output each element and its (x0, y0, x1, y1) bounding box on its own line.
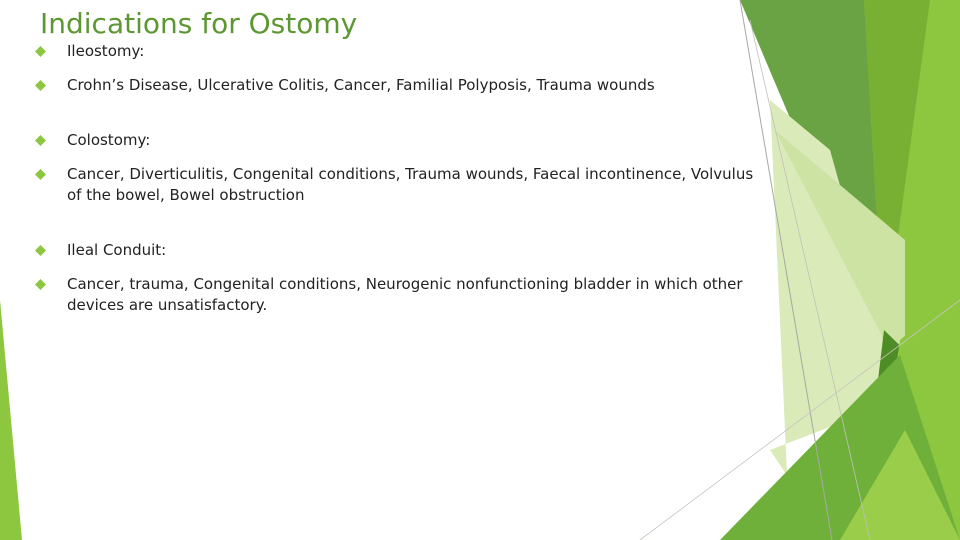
bullet-text: Crohn’s Disease, Ulcerative Colitis, Cancer, Familial Polyposis, Trauma wounds (67, 76, 655, 94)
bullet-ileal-conduit-heading (34, 240, 764, 261)
bullet-text: Ileal Conduit: (67, 241, 167, 259)
bullet-text: Ileostomy: (67, 42, 145, 60)
bullet-text: Cancer, trauma, Congenital conditions, Neurogenic nonfunctioning bladder in which other devices are unsatisfactory. (67, 275, 743, 314)
left-edge-facet (0, 300, 22, 540)
diamond-bullet-icon (35, 135, 46, 146)
bullet-ileostomy-heading (34, 41, 764, 62)
bullet-colostomy-heading (34, 130, 764, 151)
diamond-bullet-icon (35, 169, 46, 180)
bullet-text: Colostomy: (67, 131, 151, 149)
bullet-colostomy-causes (34, 164, 764, 206)
slide-title: Indications for Ostomy (40, 7, 358, 40)
bullet-list (34, 41, 764, 316)
bullet-text: Cancer, Diverticulitis, Congenital conditions, Trauma wounds, Faecal incontinence, Volvulus of the bowel, Bowel obstruction (67, 165, 754, 204)
bullet-ileostomy-causes (34, 75, 764, 96)
diamond-bullet-icon (35, 245, 46, 256)
bullet-ileal-conduit-causes (34, 274, 764, 316)
diamond-bullet-icon (35, 279, 46, 290)
diamond-bullet-icon (35, 46, 46, 57)
diamond-bullet-icon (35, 80, 46, 91)
